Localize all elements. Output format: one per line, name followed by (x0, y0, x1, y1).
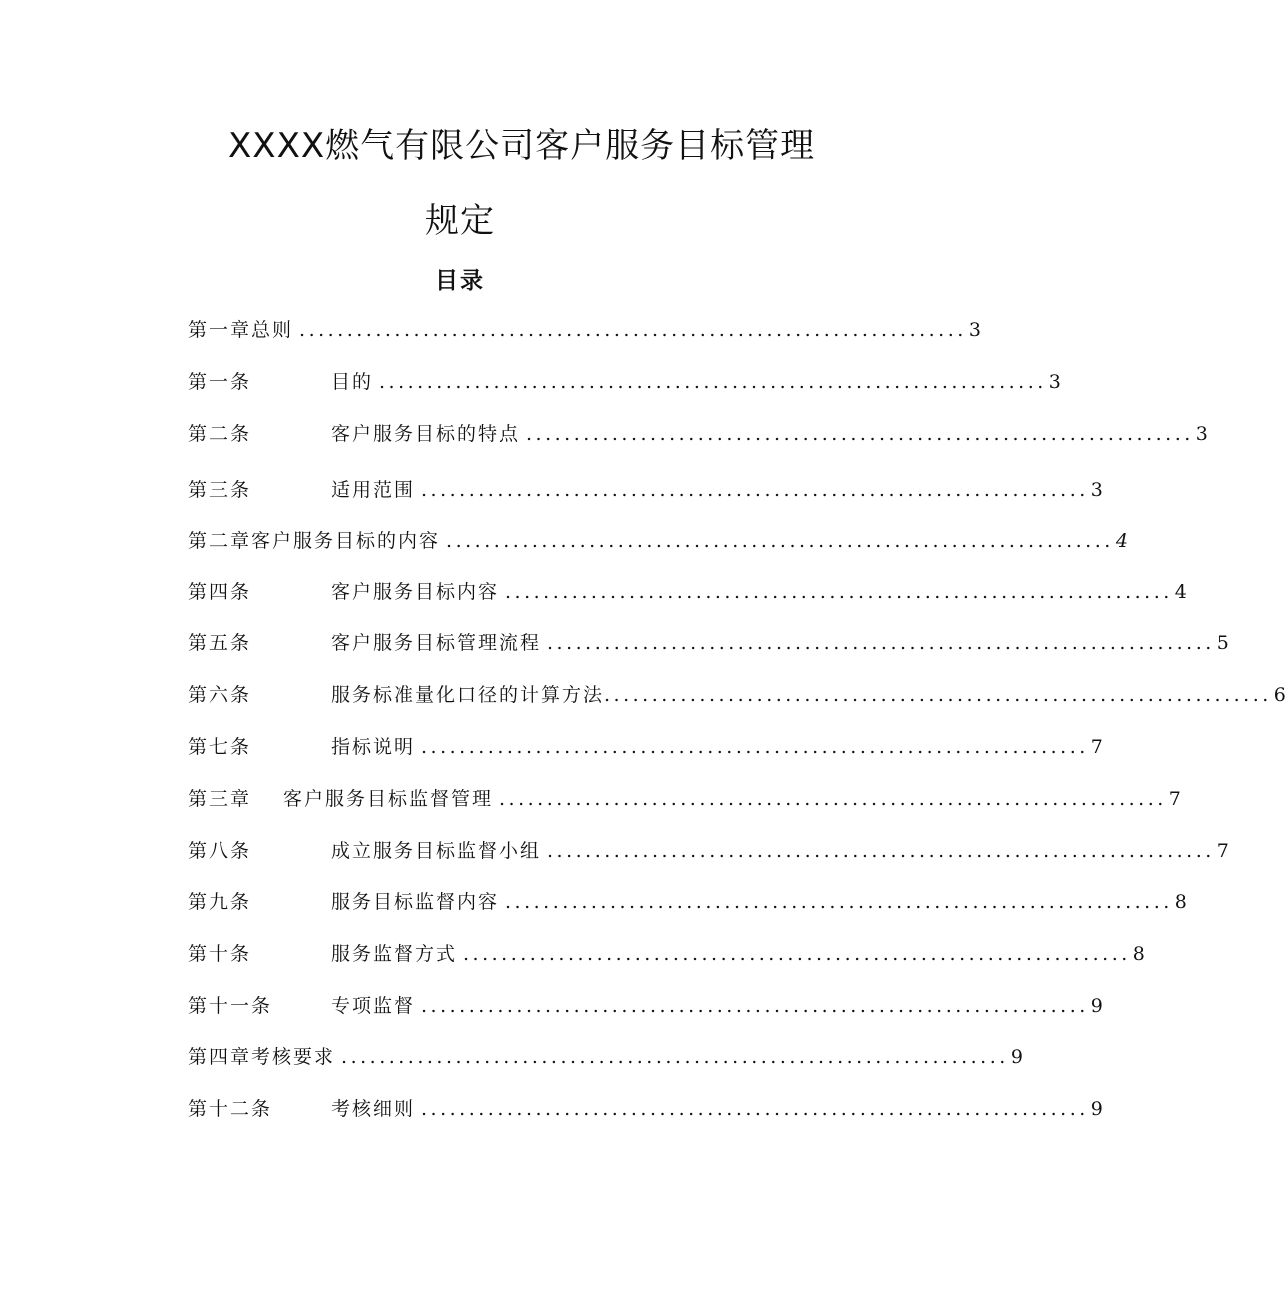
toc-entry-number: 第三章 (188, 788, 252, 810)
toc-entry-label: 考核细则 (331, 1098, 416, 1120)
toc-entry-number: 第一条 (188, 371, 252, 393)
toc-entry-number: 第十二条 (188, 1098, 273, 1120)
toc-leader-dots: ...................................................................... (421, 479, 1089, 501)
toc-entry-article-3[interactable] (188, 475, 1103, 505)
toc-entry-number: 第四条 (188, 581, 252, 603)
toc-entry-label: 指标说明 (331, 736, 416, 758)
toc-entry-number: 第六条 (188, 684, 252, 706)
toc-entry-page: 8 (1174, 891, 1187, 913)
toc-entry-label: 服务目标监督内容 (331, 891, 500, 913)
toc-entry-number: 第九条 (188, 891, 252, 913)
toc-entry-article-5[interactable] (188, 628, 1229, 658)
toc-entry-chapter-2[interactable] (188, 526, 1128, 556)
toc-heading: 目录 (435, 268, 485, 294)
toc-entry-article-12[interactable] (188, 1094, 1103, 1124)
toc-entry-page: 3 (1195, 423, 1208, 445)
toc-entry-page: 7 (1090, 736, 1103, 758)
toc-entry-page: 3 (1090, 479, 1103, 501)
toc-entry-page: 7 (1216, 840, 1229, 862)
toc-entry-number: 第五条 (188, 632, 252, 654)
toc-entry-label: 客户服务目标监督管理 (283, 788, 494, 810)
toc-entry-chapter-1[interactable] (188, 315, 981, 345)
toc-leader-dots: ...................................................................... (547, 632, 1215, 654)
toc-entry-article-10[interactable] (188, 939, 1145, 969)
toc-leader-dots: ...................................................................... (421, 1098, 1089, 1120)
toc-entry-label: 客户服务目标的内容 (251, 530, 441, 552)
toc-entry-label: 目的 (331, 371, 374, 393)
toc-entry-label: 考核要求 (251, 1046, 336, 1068)
toc-leader-dots: ...................................................................... (526, 423, 1194, 445)
document-title-line2: 规定 (425, 201, 495, 241)
toc-entry-page: 9 (1090, 1098, 1103, 1120)
toc-entry-page: 4 (1115, 530, 1128, 552)
toc-leader-dots: ...................................................................... (547, 840, 1215, 862)
toc-entry-number: 第二章 (188, 530, 252, 552)
toc-leader-dots: ...................................................................... (421, 995, 1089, 1017)
toc-entry-article-9[interactable] (188, 887, 1187, 917)
toc-entry-number: 第一章 (188, 319, 252, 341)
toc-leader-dots: ...................................................................... (505, 891, 1173, 913)
toc-leader-dots: ...................................................................... (499, 788, 1167, 810)
toc-leader-dots: ...................................................................... (505, 581, 1173, 603)
toc-entry-number: 第十条 (188, 943, 252, 965)
toc-entry-label: 服务标准量化口径的计算方法 (331, 684, 605, 706)
toc-entry-article-11[interactable] (188, 991, 1103, 1021)
toc-entry-page: 5 (1216, 632, 1229, 654)
toc-entry-label: 专项监督 (331, 995, 416, 1017)
toc-entry-article-6[interactable] (188, 680, 1286, 710)
toc-entry-label: 客户服务目标管理流程 (331, 632, 542, 654)
toc-entry-number: 第四章 (188, 1046, 252, 1068)
toc-entry-number: 第三条 (188, 479, 252, 501)
toc-entry-page: 3 (968, 319, 981, 341)
toc-leader-dots: ...................................................................... (446, 530, 1114, 552)
toc-entry-article-7[interactable] (188, 732, 1103, 762)
toc-entry-article-2[interactable] (188, 419, 1208, 449)
toc-entry-article-4[interactable] (188, 577, 1187, 607)
toc-entry-label: 适用范围 (331, 479, 416, 501)
toc-leader-dots: ...................................................................... (463, 943, 1131, 965)
document-title-line1: XXXX燃气有限公司客户服务目标管理 (228, 126, 816, 166)
toc-entry-number: 第十一条 (188, 995, 273, 1017)
toc-entry-page: 8 (1132, 943, 1145, 965)
toc-entry-label: 总则 (251, 319, 294, 341)
toc-entry-page: 7 (1168, 788, 1181, 810)
toc-entry-label: 服务监督方式 (331, 943, 458, 965)
toc-entry-page: 3 (1048, 371, 1061, 393)
toc-entry-number: 第七条 (188, 736, 252, 758)
toc-leader-dots: ...................................................................... (379, 371, 1047, 393)
toc-entry-number: 第八条 (188, 840, 252, 862)
toc-entry-label: 成立服务目标监督小组 (331, 840, 542, 862)
toc-leader-dots: ...................................................................... (421, 736, 1089, 758)
toc-entry-chapter-4[interactable] (188, 1042, 1023, 1072)
toc-leader-dots: ...................................................................... (341, 1046, 1009, 1068)
toc-entry-page: 9 (1090, 995, 1103, 1017)
toc-entry-label: 客户服务目标内容 (331, 581, 500, 603)
toc-leader-dots: ...................................................................... (604, 684, 1272, 706)
toc-entry-page: 6 (1273, 684, 1286, 706)
toc-entry-chapter-3[interactable] (188, 784, 1181, 814)
toc-leader-dots: ...................................................................... (299, 319, 967, 341)
toc-entry-page: 9 (1010, 1046, 1023, 1068)
toc-entry-page: 4 (1174, 581, 1187, 603)
toc-entry-number: 第二条 (188, 423, 252, 445)
toc-entry-article-8[interactable] (188, 836, 1229, 866)
toc-entry-article-1[interactable] (188, 367, 1061, 397)
toc-entry-label: 客户服务目标的特点 (331, 423, 521, 445)
